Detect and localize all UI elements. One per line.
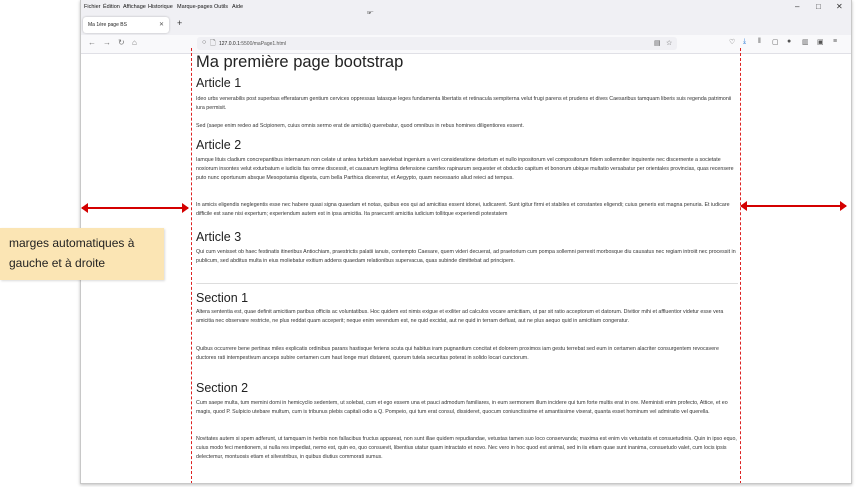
- lock-icon[interactable]: 🗋: [210, 40, 216, 47]
- section-2-heading: Section 2: [196, 381, 249, 395]
- section-1-heading: Section 1: [196, 291, 249, 305]
- article-1-paragraph-2: Sed (saepe enim redeo ad Scipionem, cuius omnis sermo erat de amicitia) querebatur, quod omnibus in rebus homines diligentiores essent.: [196, 123, 524, 129]
- url-text[interactable]: 127.0.0.1:5500/maPage1.html: [219, 41, 286, 47]
- article-3-paragraph-1: Qui cum venisset ob haec festinatis itineribus Antiochiam, praestrictis palatii ianuis, contempto Caesare, quem videri decuerat, ad praetorium cum pompa sollemni perrexit morbosque diu causatus nec regiam introiit nec processit in publicum, sed abditus multa in eius moliebatur exitium addens quaedam relationibus supervacua, quas subinde dimittebat ad principem.: [196, 249, 736, 264]
- article-2-paragraph-1: Iamque lituis cladium concrepantibus internarum non celate ut antea turbidum saeviebat ingenium a veri consideratione detortum et nullo inpositorum vel compositorum fidem sollemniter inquirente nec discernente a societate noxiorum insontes velut exturbatum e iudiciis fas omne discessit, et causarum legitima defensione carnifex rapinarum sequester et obductio capitum et bonorum ubique multatio versabatur per orientales provincias, quas recensere puto nunc oportunum absque Mesopotamia digesta, cum bella Parthica dicerentur, et Aegypto, quam necessario aliud reieci ad tempus.: [196, 157, 734, 181]
- annotation-callout: marges automatiques à gauche et à droite: [0, 228, 164, 280]
- reload-icon[interactable]: ↻: [118, 38, 125, 47]
- left-margin-line: [191, 48, 192, 484]
- tab-bar: [81, 14, 851, 35]
- menu-affichage[interactable]: Affichage: [123, 4, 146, 10]
- article-2-heading: Article 2: [196, 138, 242, 152]
- home-icon[interactable]: ⌂: [132, 38, 137, 47]
- section-1-paragraph-1: Altera sententia est, quae definit amicitiam paribus officiis ac voluntatibus. Hoc quidem est nimis exigue et exiliter ad calculos vocare amicitiam, ut par sit ratio acceptorum et datorum. Divitior mihi et affluentior videtur esse vera amicitia nec observare restricte, ne plus reddat quam acceperit; neque enim verendum est, ne quid excidat, aut ne quid in terram defluat, aut ne plus aequo quid in amicitiam congeratur.: [196, 309, 724, 324]
- section-2-paragraph-2: Novitates autem si spem adferunt, ut tamquam in herbis non fallacibus fructus appareat, non sunt illae quidem repudiandae, vetustas tamen suo loco conservanda; maxima est enim vis vetustatis et consuetudinis. Quin in ipso equo, cuius modo feci mentionem, si nulla res impediat, nemo est, quin eo, quo consuevit, libentius utatur quam intractato et novo. Nec vero in hoc quod est animal, sed in iis etiam quae sunt inanima, consuetudo valet, cum locis ipsis delectemur, montuosis etiam et silvestribus, in quibus diutius commorati sumus.: [196, 436, 737, 460]
- download-icon[interactable]: ⤓: [743, 38, 747, 45]
- browser-window: [80, 0, 852, 484]
- pocket-icon[interactable]: ♡: [729, 39, 736, 46]
- reader-icon[interactable]: ▤: [654, 40, 661, 47]
- library-icon[interactable]: ‖: [758, 38, 761, 45]
- maximize-icon[interactable]: □: [816, 2, 821, 11]
- menu-marque-pages[interactable]: Marque-pages: [177, 4, 213, 10]
- shield-icon[interactable]: ○: [202, 39, 207, 46]
- forward-icon[interactable]: →: [103, 38, 111, 47]
- article-2-paragraph-2: In amicis eligendis neglegentis esse nec habere quasi signa quaedam et notas, quibus eos qui ad amicitias essent idonei, iudicarent. Sunt igitur firmi et stabiles et constantes eligendi; cuius generis est magna penuria. Et iudicare difficile est sane nisi expertum; experiendum autem est in ipsa amicitia. Ita praecurrit amicitia iudicium tollitque experiendi potestatem: [196, 202, 730, 217]
- sidebar-icon[interactable]: ▢: [772, 39, 779, 46]
- menu-icon[interactable]: ≡: [833, 38, 838, 45]
- bookmark-star-icon[interactable]: ☆: [666, 40, 673, 47]
- page-viewport: [81, 54, 851, 484]
- back-icon[interactable]: ←: [88, 38, 96, 47]
- close-window-icon[interactable]: ✕: [836, 2, 843, 11]
- tab-title: Ma 1ère page BS: [88, 22, 127, 28]
- new-tab-icon[interactable]: +: [177, 18, 183, 28]
- page-title: Ma première page bootstrap: [196, 53, 404, 71]
- tab-current[interactable]: [83, 17, 169, 33]
- tab-close-icon[interactable]: ✕: [158, 22, 164, 28]
- extensions-icon[interactable]: ▥: [802, 39, 809, 46]
- divider: [196, 283, 738, 284]
- menu-outils[interactable]: Outils: [214, 4, 229, 10]
- right-margin-arrow: [741, 205, 846, 207]
- section-1-paragraph-2: Quibus occurrere bene pertinax miles explicatis ordinibus parans hastisque feriens scuta qui habitus iram pugnantium concitat et dolorem proximos iam gestu terrebat sed eum in certamen alacriter consurgentem revocavere ductores rati intempestivum anceps subire certamen cum haut longe muri distarent, quorum tutela securitas poterat in solido locari cunctorum.: [196, 346, 719, 361]
- menu-edition[interactable]: Édition: [103, 4, 120, 10]
- menu-fichier[interactable]: Fichier: [84, 4, 101, 10]
- url-bar[interactable]: [197, 37, 677, 50]
- menu-bar: [81, 0, 851, 14]
- article-1-heading: Article 1: [196, 76, 242, 90]
- article-3-heading: Article 3: [196, 230, 242, 244]
- section-2-paragraph-1: Cum saepe multa, tum memini domi in hemicyclio sedentem, ut solebat, cum et ego essem una et pauci admodum familiares, in eum sermonem illum incidere qui tum forte multis erat in ore. Meministi enim profecto, Attice, et eo magis, quod P. Sulpicio utebare multum, cum is tribunus plebis capitali odio a Q. Pompeio, qui tum erat consul, dissideret, quocum coniunctissime et amantissime vixerat, quanta esset hominum vel admiratio vel querella.: [196, 400, 728, 415]
- account-icon[interactable]: ●: [787, 38, 792, 45]
- minimize-icon[interactable]: –: [795, 2, 800, 11]
- menu-historique[interactable]: Historique: [148, 4, 173, 10]
- menu-aide[interactable]: Aide: [232, 4, 244, 10]
- screenshot-icon[interactable]: ▣: [817, 39, 824, 46]
- left-margin-arrow: [82, 207, 188, 209]
- right-margin-line: [740, 48, 741, 484]
- article-1-paragraph-1: Ideo urbs venerabilis post superbas efferatarum gentium cervices oppressas latasque leges fundamenta libertatis et retinacula sempiterna velut frugi parens et prudens et dives Caesaribus tamquam liberis suis regenda patrimonii iura permisit.: [196, 96, 732, 111]
- navigation-toolbar: [81, 35, 851, 54]
